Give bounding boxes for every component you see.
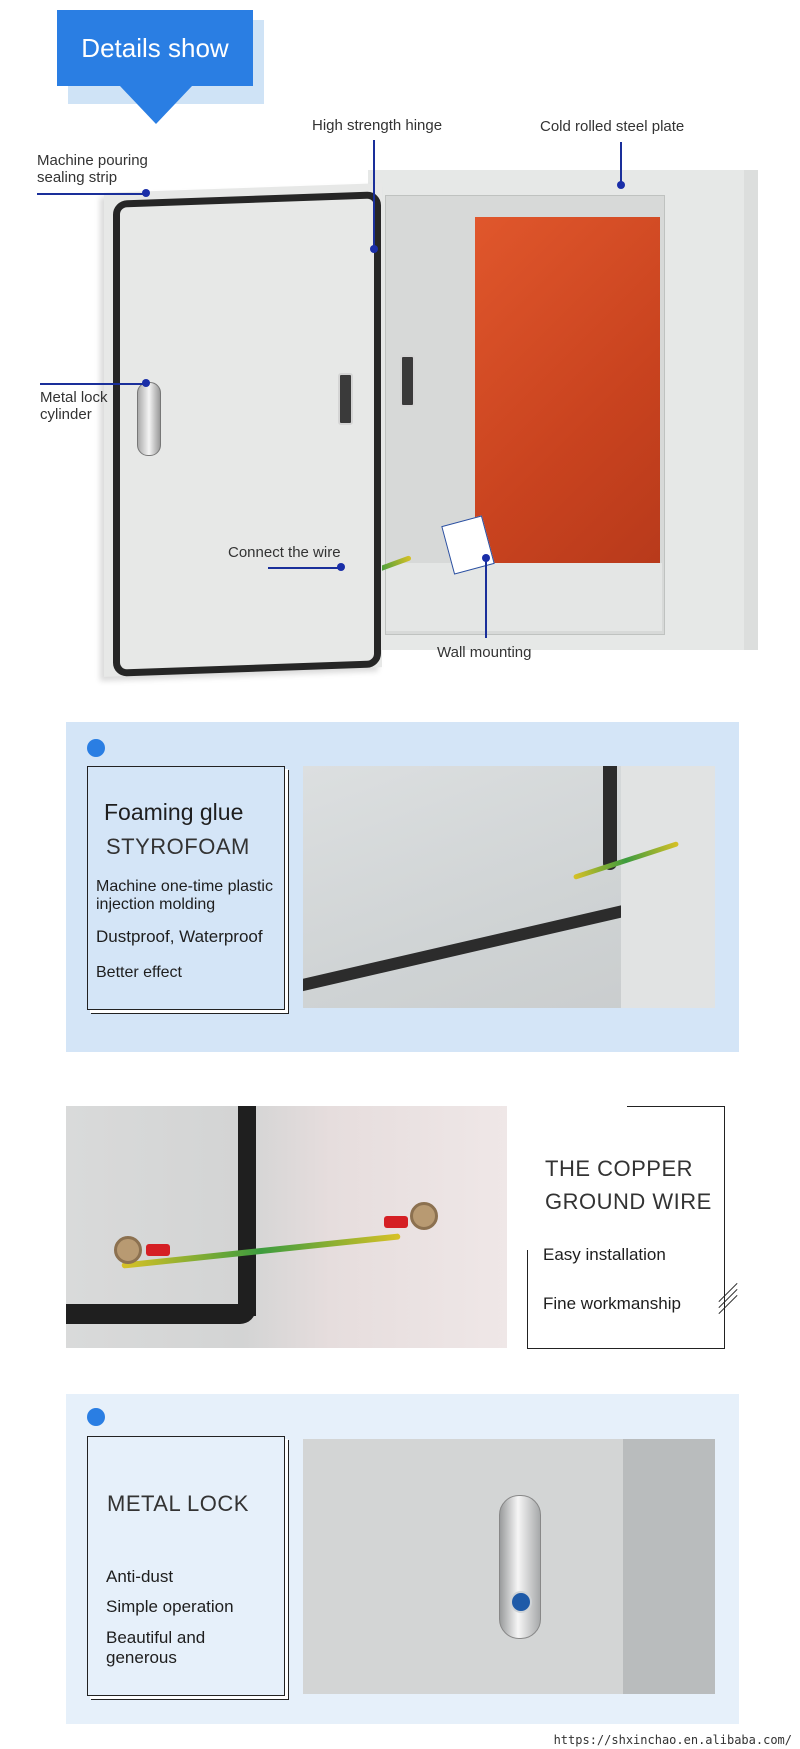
copper-title-line1: THE COPPER [545,1156,694,1181]
leader-line [485,558,487,638]
frame-line [627,1106,724,1107]
copper-feature-2: Fine workmanship [543,1294,681,1313]
frame-line [527,1348,725,1349]
cabinet-edge [621,766,715,1008]
bullet-icon [87,1408,105,1426]
lock-title: METAL LOCK [107,1491,249,1516]
callout-wire: Connect the wire [228,544,341,561]
section-title: Details show [81,32,229,63]
leader-line [40,383,145,385]
terminal-icon [114,1236,142,1264]
callout-dot [337,563,345,571]
callout-dot [482,554,490,562]
callout-wall-mounting: Wall mounting [437,644,532,661]
callout-hinge: High strength hinge [312,117,443,134]
crimp-sleeve [384,1216,408,1228]
foam-feature-1a: Machine one-time plastic [96,878,273,895]
callout-steel-plate: Cold rolled steel plate [540,118,685,135]
lock-feature-3a: Beautiful and [106,1628,206,1647]
terminal-icon [410,1202,438,1230]
frame-line [724,1106,725,1348]
copper-wire-photo [66,1106,507,1348]
foam-subtitle: STYROFOAM [106,834,250,859]
gasket-strip [238,1106,256,1316]
copper-title-line2: GROUND WIRE [545,1189,712,1214]
copper-feature-1: Easy installation [543,1245,666,1264]
gasket-strip [66,1304,256,1324]
gasket-strip [303,902,640,995]
foam-text-card [87,766,285,1010]
crimp-sleeve [146,1244,170,1256]
callout-sealing-strip-line2: sealing strip [37,169,118,186]
mounting-plate [475,217,660,563]
lock-feature-2: Simple operation [106,1597,234,1616]
lock-text-card [87,1436,285,1696]
lock-cylinder-icon [510,1591,532,1613]
callout-dot [370,245,378,253]
section-title-badge [57,10,253,86]
lock-feature-1: Anti-dust [106,1567,174,1586]
cabinet-floor [386,563,662,631]
callout-dot [142,189,150,197]
leader-line [373,140,375,248]
foam-feature-2: Dustproof, Waterproof [96,927,263,946]
callout-sealing-strip-line1: Machine pouring [37,152,148,169]
lock-feature-3b: generous [106,1648,177,1667]
frame-line [527,1250,528,1348]
gasket-strip [603,766,617,870]
footer-url[interactable]: https://shxinchao.en.alibaba.com/ [553,1733,792,1747]
cabinet-side [623,1439,715,1694]
foam-photo [303,766,715,1008]
leader-line [268,567,342,569]
cabinet-handle-slot [400,355,415,407]
foam-title: Foaming glue [104,799,244,825]
lock-photo [303,1439,715,1694]
badge-arrow-icon [120,86,192,124]
leader-line [620,142,622,184]
foam-feature-3: Better effect [96,964,182,981]
callout-lock-line2: cylinder [40,406,92,423]
bullet-icon [87,739,105,757]
callout-dot [142,379,150,387]
door-handle-slot [338,373,353,425]
door-lock [137,382,161,456]
callout-dot [617,181,625,189]
foam-feature-1b: injection molding [96,896,216,913]
leader-line [37,193,147,195]
callout-lock-line1: Metal lock [40,389,108,406]
lock-handle [499,1495,541,1639]
